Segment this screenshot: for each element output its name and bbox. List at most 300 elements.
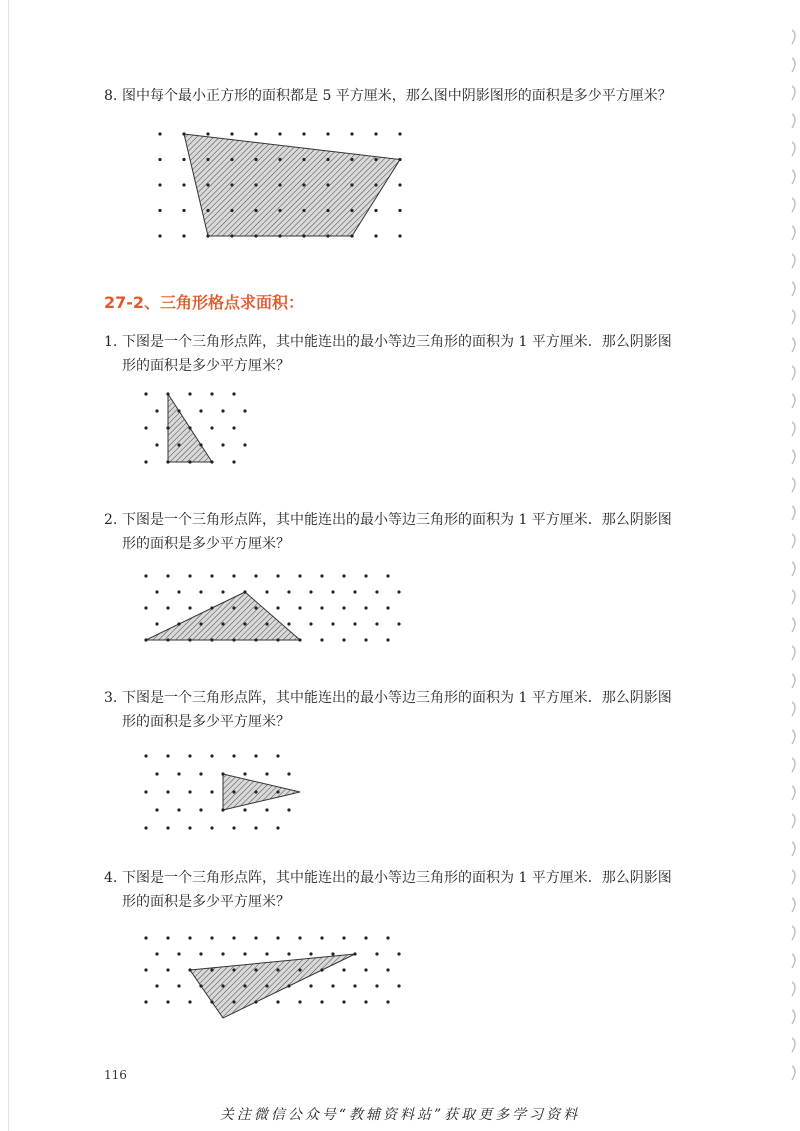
grid-dot — [374, 209, 377, 212]
grid-dot — [230, 209, 233, 212]
binding-ring — [792, 618, 795, 632]
grid-dot — [320, 936, 323, 939]
grid-dot — [298, 574, 301, 577]
question-text-line1: 下图是一个三角形点阵，其中能连出的最小等边三角形的面积为 1 平方厘米．那么阴影图 — [122, 334, 672, 350]
grid-dot — [326, 158, 329, 161]
grid-dot — [230, 234, 233, 237]
grid-dot — [276, 754, 279, 757]
binding-ring — [792, 786, 795, 800]
grid-dot — [166, 460, 169, 463]
binding-ring — [792, 842, 795, 856]
binding-ring — [792, 702, 795, 716]
grid-dot — [298, 606, 301, 609]
binding-ring — [792, 898, 795, 912]
grid-dot — [276, 1000, 279, 1003]
spiral-binding-decoration — [778, 20, 800, 1100]
binding-ring — [792, 982, 795, 996]
grid-dot — [287, 590, 290, 593]
grid-dot — [243, 952, 246, 955]
grid-dot — [177, 590, 180, 593]
binding-ring — [792, 366, 795, 380]
grid-dot — [210, 826, 213, 829]
grid-dot — [144, 426, 147, 429]
grid-dot — [276, 638, 279, 641]
grid-dot — [374, 158, 377, 161]
grid-dot — [188, 606, 191, 609]
question-text-line1: 下图是一个三角形点阵，其中能连出的最小等边三角形的面积为 1 平方厘米．那么阴影图 — [122, 512, 672, 528]
grid-dot — [278, 132, 281, 135]
question-text-line2: 形的面积是多少平方厘米？ — [122, 894, 290, 910]
grid-dot — [350, 183, 353, 186]
grid-dot — [353, 984, 356, 987]
binding-ring — [792, 478, 795, 492]
question-number: 3. — [104, 690, 118, 706]
grid-dot — [210, 392, 213, 395]
question-number: 4. — [104, 870, 118, 886]
grid-dot — [221, 952, 224, 955]
grid-dot — [144, 638, 147, 641]
grid-dot — [177, 622, 180, 625]
grid-dot — [155, 984, 158, 987]
grid-dot — [177, 808, 180, 811]
grid-dot — [188, 574, 191, 577]
grid-dot — [155, 443, 158, 446]
grid-dot — [221, 409, 224, 412]
binding-ring — [792, 926, 795, 940]
grid-dot — [155, 808, 158, 811]
grid-dot — [144, 936, 147, 939]
section-title: 27-2、三角形格点求面积： — [104, 293, 305, 312]
question-number: 8. — [104, 88, 118, 104]
grid-dot — [254, 209, 257, 212]
grid-dot — [375, 590, 378, 593]
grid-dot — [276, 968, 279, 971]
grid-dot — [320, 1000, 323, 1003]
grid-dot — [309, 590, 312, 593]
grid-dot — [232, 936, 235, 939]
grid-dot — [326, 234, 329, 237]
grid-dot — [254, 132, 257, 135]
binding-ring — [792, 114, 795, 128]
grid-dot — [342, 936, 345, 939]
grid-dot — [243, 808, 246, 811]
grid-dot — [199, 952, 202, 955]
grid-dot — [188, 392, 191, 395]
grid-dot — [276, 790, 279, 793]
grid-dot — [298, 968, 301, 971]
grid-dot — [188, 426, 191, 429]
grid-dot — [158, 158, 161, 161]
grid-dot — [221, 443, 224, 446]
grid-dot — [210, 638, 213, 641]
grid-dot — [287, 622, 290, 625]
grid-dot — [243, 590, 246, 593]
grid-dot — [232, 968, 235, 971]
grid-dot — [232, 790, 235, 793]
binding-ring — [792, 422, 795, 436]
grid-dot — [158, 234, 161, 237]
binding-ring — [792, 254, 795, 268]
tri-question-1 — [104, 330, 672, 378]
binding-ring — [792, 954, 795, 968]
grid-dot — [182, 183, 185, 186]
grid-dot — [206, 209, 209, 212]
grid-dot — [298, 1000, 301, 1003]
question-number: 1. — [104, 334, 118, 350]
binding-ring — [792, 30, 795, 44]
question-text: 图中每个最小正方形的面积都是 5 平方厘米，那么图中阴影图形的面积是多少平方厘米？ — [122, 88, 672, 104]
grid-dot — [386, 1000, 389, 1003]
grid-dot — [397, 952, 400, 955]
grid-dot — [188, 826, 191, 829]
grid-dot — [364, 574, 367, 577]
grid-dot — [210, 790, 213, 793]
grid-dot — [177, 984, 180, 987]
grid-dot — [342, 606, 345, 609]
grid-dot — [232, 754, 235, 757]
grid-dot — [182, 234, 185, 237]
grid-dot — [206, 183, 209, 186]
grid-dot — [206, 234, 209, 237]
grid-dot — [342, 1000, 345, 1003]
grid-dot — [199, 590, 202, 593]
grid-dot — [276, 826, 279, 829]
grid-dot — [309, 952, 312, 955]
grid-dot — [206, 158, 209, 161]
grid-dot — [254, 826, 257, 829]
grid-dot — [331, 984, 334, 987]
grid-dot — [199, 772, 202, 775]
grid-dot — [206, 132, 209, 135]
grid-dot — [166, 638, 169, 641]
grid-dot — [342, 638, 345, 641]
grid-dot — [144, 392, 147, 395]
grid-dot — [278, 234, 281, 237]
grid-dot — [199, 984, 202, 987]
grid-dot — [166, 1000, 169, 1003]
binding-ring — [792, 646, 795, 660]
grid-dot — [265, 952, 268, 955]
binding-ring — [792, 674, 795, 688]
grid-dot — [166, 606, 169, 609]
grid-dot — [221, 590, 224, 593]
grid-dot — [386, 638, 389, 641]
grid-dot — [397, 622, 400, 625]
grid-dot — [166, 826, 169, 829]
grid-dot — [230, 158, 233, 161]
grid-dot — [254, 754, 257, 757]
question-text-line2: 形的面积是多少平方厘米？ — [122, 714, 290, 730]
grid-dot — [254, 574, 257, 577]
grid-dot — [364, 936, 367, 939]
grid-dot — [243, 984, 246, 987]
grid-dot — [158, 132, 161, 135]
grid-dot — [342, 968, 345, 971]
grid-dot — [331, 622, 334, 625]
grid-dot — [298, 936, 301, 939]
binding-ring — [792, 338, 795, 352]
grid-dot — [221, 772, 224, 775]
grid-dot — [144, 574, 147, 577]
tri-question-4 — [104, 866, 672, 914]
grid-dot — [350, 209, 353, 212]
grid-dot — [232, 460, 235, 463]
grid-dot — [265, 808, 268, 811]
grid-dot — [254, 234, 257, 237]
grid-dot — [232, 638, 235, 641]
grid-dot — [166, 968, 169, 971]
grid-dot — [144, 460, 147, 463]
grid-dot — [199, 622, 202, 625]
grid-dot — [398, 183, 401, 186]
grid-dot — [158, 183, 161, 186]
binding-ring — [792, 282, 795, 296]
grid-dot — [276, 936, 279, 939]
grid-dot — [386, 606, 389, 609]
grid-dot — [278, 209, 281, 212]
grid-dot — [144, 754, 147, 757]
binding-ring — [792, 1038, 795, 1052]
grid-dot — [144, 826, 147, 829]
grid-dot — [199, 409, 202, 412]
binding-ring — [792, 534, 795, 548]
grid-dot — [155, 590, 158, 593]
grid-dot — [302, 209, 305, 212]
binding-ring — [792, 198, 795, 212]
grid-dot — [177, 952, 180, 955]
grid-dot — [210, 606, 213, 609]
grid-dot — [353, 952, 356, 955]
grid-dot — [144, 606, 147, 609]
grid-dot — [210, 968, 213, 971]
grid-dot — [210, 936, 213, 939]
grid-dot — [210, 1000, 213, 1003]
grid-dot — [182, 132, 185, 135]
grid-dot — [188, 936, 191, 939]
grid-dot — [374, 234, 377, 237]
grid-dot — [243, 622, 246, 625]
grid-dot — [221, 808, 224, 811]
shaded-polygon — [146, 592, 300, 640]
question-number: 2. — [104, 512, 118, 528]
binding-ring — [792, 170, 795, 184]
grid-dot — [155, 622, 158, 625]
grid-dot — [331, 590, 334, 593]
tri-question-3 — [104, 686, 672, 734]
grid-dot — [287, 984, 290, 987]
triangle-dot-grid-figure-3 — [136, 746, 316, 842]
grid-dot — [386, 574, 389, 577]
grid-dot — [375, 622, 378, 625]
grid-dot — [230, 132, 233, 135]
grid-dot — [155, 409, 158, 412]
grid-dot — [188, 968, 191, 971]
grid-dot — [166, 936, 169, 939]
grid-dot — [232, 574, 235, 577]
grid-dot — [364, 968, 367, 971]
grid-dot — [232, 826, 235, 829]
grid-dot — [182, 209, 185, 212]
binding-ring — [792, 58, 795, 72]
triangle-dot-grid-figure-4 — [136, 928, 416, 1024]
page-number: 116 — [104, 1068, 127, 1082]
grid-dot — [232, 606, 235, 609]
grid-dot — [386, 968, 389, 971]
binding-ring — [792, 814, 795, 828]
grid-dot — [375, 952, 378, 955]
grid-dot — [309, 984, 312, 987]
grid-dot — [254, 936, 257, 939]
grid-dot — [386, 936, 389, 939]
question-text-line2: 形的面积是多少平方厘米？ — [122, 358, 290, 374]
grid-dot — [353, 590, 356, 593]
grid-dot — [364, 606, 367, 609]
grid-dot — [254, 790, 257, 793]
grid-dot — [320, 574, 323, 577]
grid-dot — [254, 183, 257, 186]
grid-dot — [188, 460, 191, 463]
grid-dot — [375, 984, 378, 987]
binding-ring — [792, 450, 795, 464]
binding-ring — [792, 758, 795, 772]
grid-dot — [320, 638, 323, 641]
grid-dot — [353, 622, 356, 625]
question-text-line1: 下图是一个三角形点阵，其中能连出的最小等边三角形的面积为 1 平方厘米．那么阴影图 — [122, 690, 672, 706]
grid-dot — [232, 392, 235, 395]
grid-dot — [398, 234, 401, 237]
grid-dot — [144, 968, 147, 971]
question-text-line1: 下图是一个三角形点阵，其中能连出的最小等边三角形的面积为 1 平方厘米．那么阴影图 — [122, 870, 672, 886]
grid-dot — [221, 622, 224, 625]
grid-dot — [166, 392, 169, 395]
shaded-polygon — [190, 954, 355, 1018]
grid-dot — [278, 183, 281, 186]
grid-dot — [182, 158, 185, 161]
grid-dot — [221, 984, 224, 987]
binding-ring — [792, 226, 795, 240]
grid-dot — [320, 968, 323, 971]
grid-dot — [188, 638, 191, 641]
grid-dot — [287, 808, 290, 811]
grid-dot — [243, 443, 246, 446]
grid-dot — [265, 772, 268, 775]
grid-dot — [302, 183, 305, 186]
grid-dot — [254, 158, 257, 161]
grid-dot — [331, 952, 334, 955]
grid-dot — [144, 1000, 147, 1003]
grid-dot — [287, 952, 290, 955]
grid-dot — [265, 622, 268, 625]
grid-dot — [166, 754, 169, 757]
grid-dot — [230, 183, 233, 186]
grid-dot — [166, 426, 169, 429]
grid-dot — [254, 638, 257, 641]
grid-dot — [265, 984, 268, 987]
grid-dot — [177, 772, 180, 775]
grid-dot — [350, 234, 353, 237]
grid-dot — [309, 622, 312, 625]
binding-ring — [792, 590, 795, 604]
grid-dot — [210, 754, 213, 757]
grid-dot — [374, 132, 377, 135]
grid-dot — [302, 234, 305, 237]
grid-dot — [276, 574, 279, 577]
grid-dot — [326, 132, 329, 135]
grid-dot — [326, 183, 329, 186]
grid-dot — [166, 574, 169, 577]
grid-dot — [243, 772, 246, 775]
grid-dot — [374, 183, 377, 186]
binding-ring — [792, 310, 795, 324]
footer-note: 关注微信公众号“教辅资料站”获取更多学习资料 — [219, 1107, 581, 1123]
binding-ring — [792, 1010, 795, 1024]
grid-dot — [398, 132, 401, 135]
grid-dot — [350, 132, 353, 135]
grid-dot — [188, 1000, 191, 1003]
binding-ring — [792, 562, 795, 576]
grid-dot — [364, 1000, 367, 1003]
grid-dot — [254, 1000, 257, 1003]
grid-dot — [302, 132, 305, 135]
question-8 — [104, 84, 672, 108]
grid-dot — [320, 606, 323, 609]
shaded-polygon — [184, 134, 400, 236]
grid-dot — [350, 158, 353, 161]
grid-dot — [276, 606, 279, 609]
grid-dot — [254, 606, 257, 609]
grid-dot — [265, 590, 268, 593]
grid-dot — [155, 952, 158, 955]
grid-dot — [364, 638, 367, 641]
grid-dot — [342, 574, 345, 577]
grid-dot — [287, 772, 290, 775]
grid-dot — [155, 772, 158, 775]
square-dot-grid-figure — [140, 120, 440, 250]
grid-dot — [243, 409, 246, 412]
grid-dot — [278, 158, 281, 161]
grid-dot — [210, 460, 213, 463]
grid-dot — [326, 209, 329, 212]
binding-ring — [792, 142, 795, 156]
binding-ring — [792, 86, 795, 100]
grid-dot — [166, 790, 169, 793]
grid-dot — [232, 1000, 235, 1003]
triangle-dot-grid-figure-1 — [138, 386, 268, 476]
grid-dot — [210, 574, 213, 577]
grid-dot — [158, 209, 161, 212]
grid-dot — [188, 754, 191, 757]
grid-dot — [398, 158, 401, 161]
grid-dot — [210, 426, 213, 429]
grid-dot — [177, 443, 180, 446]
grid-dot — [254, 968, 257, 971]
binding-ring — [792, 394, 795, 408]
grid-dot — [232, 426, 235, 429]
question-text-line2: 形的面积是多少平方厘米？ — [122, 536, 290, 552]
tri-question-2 — [104, 508, 672, 556]
grid-dot — [177, 409, 180, 412]
grid-dot — [398, 209, 401, 212]
page-edge — [8, 0, 9, 1131]
grid-dot — [199, 443, 202, 446]
triangle-dot-grid-figure-2 — [136, 566, 416, 652]
grid-dot — [302, 158, 305, 161]
grid-dot — [298, 638, 301, 641]
binding-ring — [792, 730, 795, 744]
binding-ring — [792, 1066, 795, 1080]
grid-dot — [397, 590, 400, 593]
grid-dot — [199, 808, 202, 811]
